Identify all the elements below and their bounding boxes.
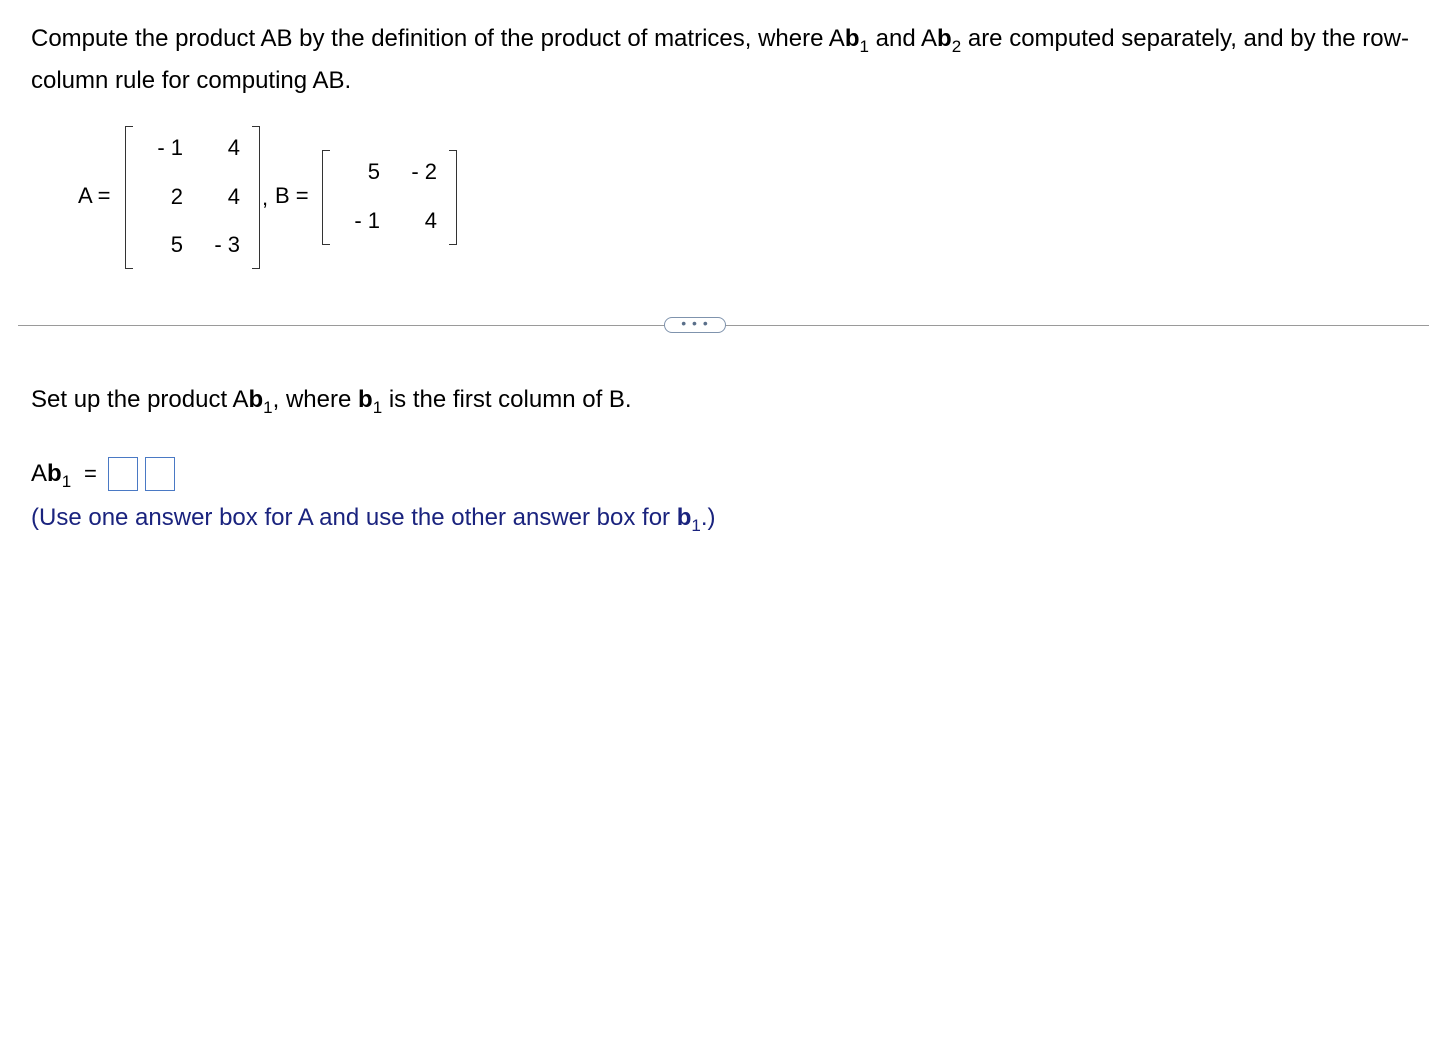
matrix-a-entry-r2c2: 4: [227, 184, 240, 209]
hint-text: [31, 502, 716, 534]
matrix-b-entry-r2c2: 4: [424, 208, 437, 233]
problem-statement: [31, 18, 1416, 102]
hint-b: b: [676, 504, 692, 531]
step-subscript: 1: [263, 398, 273, 417]
step-A: A: [232, 386, 249, 413]
step-b1: b: [358, 386, 373, 413]
expand-more-button[interactable]: • • •: [664, 317, 726, 333]
matrix-a-entry-r3c2: - 3: [214, 232, 240, 257]
answer-equals-sign: =: [84, 461, 97, 486]
matrix-a-entry-r2c1: 2: [170, 184, 183, 209]
step-text-part3: is the first column of B.: [382, 386, 632, 413]
problem-text-part3: are computed separately, and by the row-column rule for computing AB.: [31, 25, 1409, 94]
answer-box-A[interactable]: [108, 457, 138, 491]
matrix-b-label: B =: [275, 183, 309, 208]
hint-subscript: 1: [691, 516, 701, 535]
matrix-b-left-bracket: [322, 150, 330, 245]
matrix-a-entry-r1c2: 4: [227, 135, 240, 160]
matrix-b-entry-r1c1: 5: [367, 159, 380, 184]
matrix-separator: ,: [262, 185, 269, 210]
answer-b: b: [47, 460, 62, 487]
answer-subscript: 1: [61, 472, 72, 491]
matrix-b-entry-r1c2: - 2: [411, 159, 437, 184]
matrix-a-entry-r1c1: - 1: [157, 135, 183, 160]
ab1-subscript: 1: [859, 37, 869, 56]
step-text-part1: Set up the product: [31, 386, 233, 413]
matrix-a-right-bracket: [252, 126, 260, 269]
hint-part2: .): [700, 504, 716, 531]
matrix-a-entry-r3c1: 5: [170, 232, 183, 257]
step-instruction: [31, 384, 632, 416]
ab2-subscript: 2: [951, 37, 962, 56]
answer-A: A: [31, 460, 48, 487]
ab2-A: A: [921, 25, 938, 52]
hint-part1: (Use one answer box for A and use the other answer box for: [31, 504, 677, 531]
step-text-part2: , where: [272, 386, 359, 413]
ab1-A: A: [828, 25, 845, 52]
answer-label: [31, 458, 71, 490]
ab2-b: b: [937, 25, 952, 52]
problem-text-part2: and: [868, 25, 922, 52]
ab1-b: b: [844, 25, 860, 52]
matrix-b-right-bracket: [449, 150, 457, 245]
step-b1-subscript: 1: [372, 398, 383, 417]
problem-text-part1: Compute the product AB by the definition of the product of matrices, where: [31, 25, 829, 52]
answer-box-b1[interactable]: [145, 457, 175, 491]
matrix-a-label: A =: [78, 183, 111, 208]
step-b: b: [248, 386, 264, 413]
matrix-a-left-bracket: [125, 126, 133, 269]
matrix-b-entry-r2c1: - 1: [354, 208, 380, 233]
